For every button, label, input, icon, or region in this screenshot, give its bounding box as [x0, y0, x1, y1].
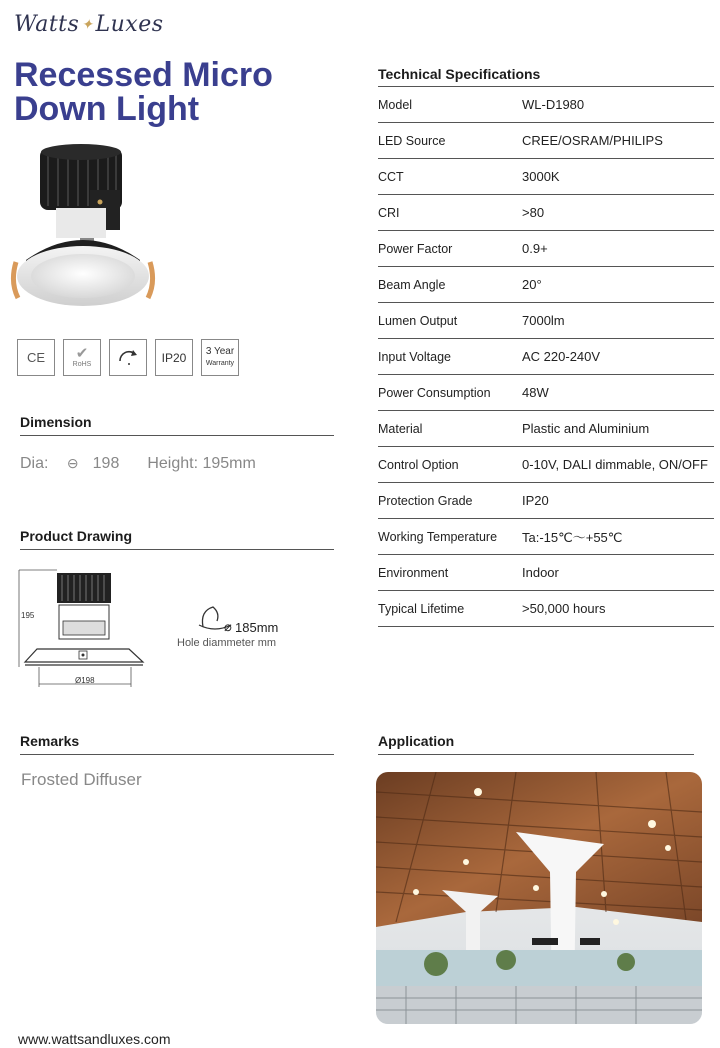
- drawing-width-label: Ø198: [75, 676, 95, 685]
- remarks-heading: Remarks: [20, 733, 334, 755]
- spec-label: Power Factor: [378, 241, 453, 256]
- spec-value: 48W: [522, 385, 549, 400]
- spec-value: 0.9+: [522, 241, 548, 256]
- remarks-text: Frosted Diffuser: [21, 770, 142, 789]
- ce-mark-icon: CE: [17, 339, 55, 376]
- hole-diameter-value: 185mm: [235, 620, 279, 635]
- spec-row-lumen-output: [378, 303, 714, 339]
- spec-value: WL-D1980: [522, 97, 585, 112]
- ip20-icon: IP20: [155, 339, 193, 376]
- spec-row-control-option: [378, 447, 714, 483]
- warranty-icon: 3 Year Warranty: [201, 339, 239, 376]
- spec-label: Environment: [378, 565, 449, 580]
- hole-diameter-symbol: ⌀: [224, 619, 232, 634]
- spec-label: Typical Lifetime: [378, 601, 465, 616]
- dimension-text: [20, 455, 270, 473]
- spec-value: Indoor: [522, 565, 559, 580]
- drawing-heading: Product Drawing: [20, 528, 334, 550]
- spec-value: CREE/OSRAM/PHILIPS: [522, 133, 663, 148]
- title-line-1: Recessed Micro: [14, 56, 273, 94]
- spec-row-protection-grade: [378, 483, 714, 519]
- spec-value: >80: [522, 205, 545, 220]
- spec-value: IP20: [522, 493, 549, 508]
- rotate-arrow-icon: [115, 347, 141, 369]
- height-value: Height: 195mm: [147, 455, 256, 472]
- spec-value: 7000lm: [522, 313, 565, 328]
- spec-value: AC 220-240V: [522, 349, 601, 364]
- specs-table: [378, 87, 714, 627]
- hole-diameter-caption: Hole diammeter mm: [177, 637, 277, 649]
- spec-value: 3000K: [522, 169, 560, 184]
- product-image: [8, 142, 158, 322]
- spec-label: Lumen Output: [378, 313, 458, 328]
- specs-heading: Technical Specifications: [378, 66, 714, 87]
- spec-label: Input Voltage: [378, 349, 451, 364]
- spec-row-model: [378, 87, 714, 123]
- certification-icons: [17, 339, 239, 376]
- hole-icon: [202, 607, 217, 627]
- spec-label: CRI: [378, 205, 400, 220]
- spec-value: >50,000 hours: [522, 601, 606, 616]
- spec-label: Control Option: [378, 457, 459, 472]
- website-link[interactable]: www.wattsandluxes.com: [18, 1031, 171, 1047]
- spec-row-material: [378, 411, 714, 447]
- dimension-heading: Dimension: [20, 414, 334, 436]
- spec-value: Plastic and Aluminium: [522, 421, 650, 436]
- product-title: [14, 58, 344, 126]
- spec-value: Ta:-15℃～+55℃: [522, 530, 623, 545]
- title-line-2: Down Light: [14, 90, 200, 128]
- spec-row-led-source: [378, 123, 714, 159]
- spec-label: LED Source: [378, 133, 446, 148]
- logo-word-luxes: Luxes: [95, 12, 164, 37]
- spec-value: 0-10V, DALI dimmable, ON/OFF: [522, 457, 708, 472]
- spec-row-power-consumption: [378, 375, 714, 411]
- logo-star-icon: ✦: [81, 17, 94, 33]
- rohs-icon: ✔ RoHS: [63, 339, 101, 376]
- product-drawing: [17, 567, 297, 692]
- logo-word-watts: Watts: [14, 12, 80, 37]
- spec-value: 20°: [522, 277, 542, 292]
- spec-label: Material: [378, 421, 423, 436]
- diameter-icon: ⊖: [66, 455, 79, 471]
- spec-label: Beam Angle: [378, 277, 446, 292]
- spec-label: Protection Grade: [378, 493, 473, 508]
- application-heading: Application: [378, 733, 694, 755]
- spec-row-typical-lifetime: [378, 591, 714, 627]
- spec-row-input-voltage: [378, 339, 714, 375]
- spec-row-power-factor: [378, 231, 714, 267]
- spec-label: Power Consumption: [378, 385, 491, 400]
- drawing-height-label: 195: [21, 611, 35, 620]
- spec-row-environment: [378, 555, 714, 591]
- application-photo: [376, 772, 702, 1024]
- rotatable-icon: [109, 339, 147, 376]
- spec-row-working-temperature: [378, 519, 714, 555]
- diameter-value: Dia: ⊖ 198: [20, 455, 120, 472]
- spec-label: CCT: [378, 169, 404, 184]
- spec-row-cri: [378, 195, 714, 231]
- spec-label: Working Temperature: [378, 529, 498, 544]
- spec-row-beam-angle: [378, 267, 714, 303]
- spec-label: Model: [378, 97, 413, 112]
- brand-logo: [14, 12, 164, 37]
- spec-row-cct: [378, 159, 714, 195]
